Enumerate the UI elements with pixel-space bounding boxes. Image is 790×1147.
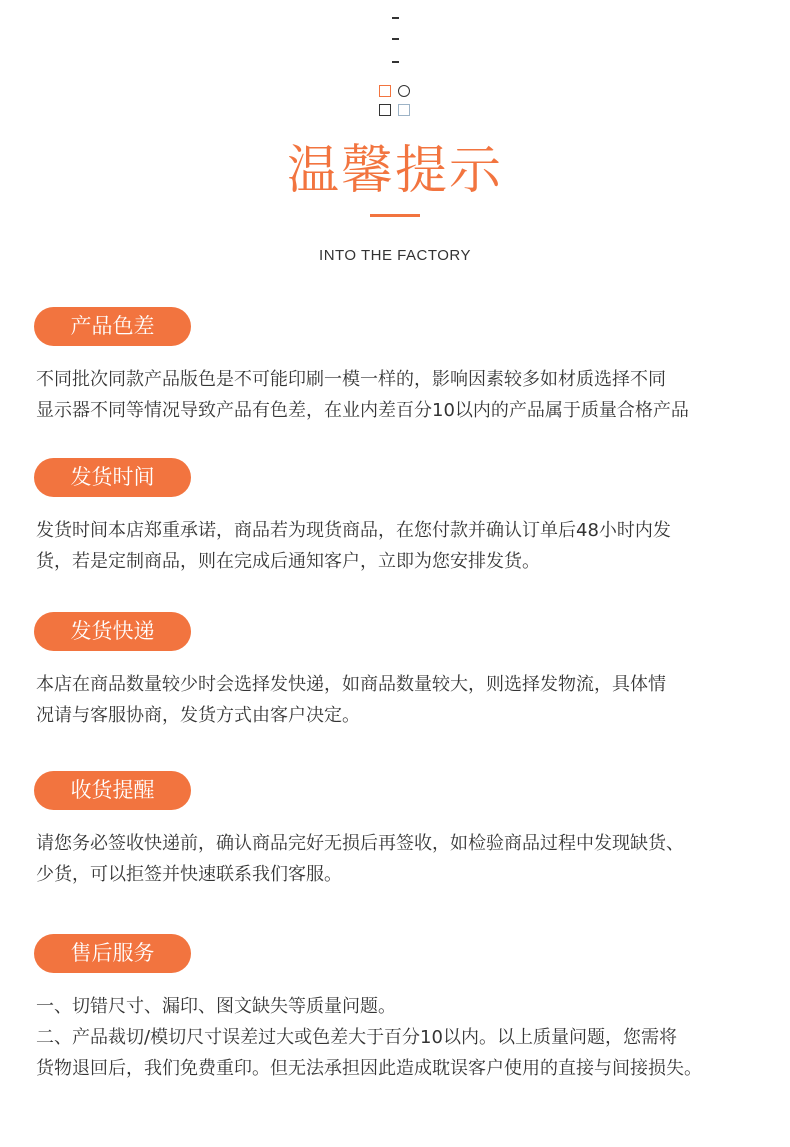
section-text-receipt-reminder <box>36 828 766 890</box>
orange-square-icon <box>379 85 391 97</box>
section-text-courier <box>36 669 766 731</box>
text-line: 请您务必签收快递前，确认商品完好无损后再签收，如检验商品过程中发现缺货、 <box>36 833 684 854</box>
circle-icon <box>398 85 410 97</box>
text-line: 一、切错尺寸、漏印、图文缺失等质量问题。 <box>36 996 396 1017</box>
section-label-shipping-time: 发货时间 <box>34 458 191 497</box>
title-underline <box>370 214 420 217</box>
text-line: 货，若是定制商品，则在完成后通知客户，立即为您安排发货。 <box>36 551 540 572</box>
dark-square-icon <box>379 104 391 116</box>
decor-dash <box>392 61 399 63</box>
section-label-receipt-reminder: 收货提醒 <box>34 771 191 810</box>
section-label-color-difference: 产品色差 <box>34 307 191 346</box>
decor-dash <box>392 38 399 40</box>
text-line: 不同批次同款产品版色是不可能印刷一模一样的，影响因素较多如材质选择不同 <box>36 369 666 390</box>
section-label-courier: 发货快递 <box>34 612 191 651</box>
text-line: 况请与客服协商，发货方式由客户决定。 <box>36 705 360 726</box>
decor-dash <box>392 17 399 19</box>
section-label-after-sales: 售后服务 <box>34 934 191 973</box>
blue-square-icon <box>398 104 410 116</box>
text-line: 发货时间本店郑重承诺，商品若为现货商品，在您付款并确认订单后48小时内发 <box>36 520 671 541</box>
section-text-shipping-time <box>36 515 766 577</box>
text-line: 本店在商品数量较少时会选择发快递，如商品数量较大，则选择发物流，具体情 <box>36 674 666 695</box>
text-line: 少货，可以拒签并快速联系我们客服。 <box>36 864 342 885</box>
page-subtitle: INTO THE FACTORY <box>319 247 471 264</box>
text-line: 显示器不同等情况导致产品有色差，在业内差百分10以内的产品属于质量合格产品 <box>36 400 689 421</box>
section-text-after-sales <box>36 991 766 1084</box>
page-title: 温馨提示 <box>286 141 503 201</box>
text-line: 货物退回后，我们免费重印。但无法承担因此造成耽误客户使用的直接与间接损失。 <box>36 1058 702 1079</box>
section-text-color-difference <box>36 364 766 426</box>
text-line: 二、产品裁切/模切尺寸误差过大或色差大于百分10以内。以上质量问题，您需将 <box>36 1027 677 1048</box>
